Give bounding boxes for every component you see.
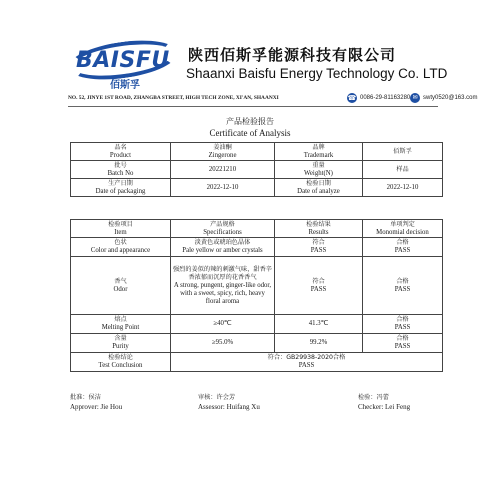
col-header-decision: 单项判定 Monomial decision	[363, 220, 443, 238]
trademark-label: 品牌 Trademark	[275, 143, 363, 161]
assessor-signature: 审核：许会芳 Assessor: Huifang Xu	[198, 394, 260, 411]
spec-cell: ≥95.0%	[171, 334, 275, 353]
company-phone: 0086-29-81163280	[360, 95, 411, 101]
decision-cell: 合格 PASS	[363, 238, 443, 257]
conclusion-row	[71, 353, 443, 372]
approver-signature: 批准：侯洁 Approver: Jie Hou	[70, 394, 123, 411]
item-cell: 含量 Purity	[71, 334, 171, 353]
decision-cell: 合格 PASS	[363, 257, 443, 315]
batch-label: 批号 Batch No	[71, 161, 171, 179]
table-header-row	[71, 220, 443, 238]
table-row	[71, 179, 443, 197]
logo-text: BAISFU	[76, 48, 170, 73]
product-label: 品名 Product	[71, 143, 171, 161]
company-name-en: Shaanxi Baisfu Energy Technology Co. LTD	[186, 66, 448, 81]
analyze-date-label: 检验日期 Date of analyze	[275, 179, 363, 197]
decision-cell: 合格 PASS	[363, 334, 443, 353]
item-cell: 香气 Odor	[71, 257, 171, 315]
result-cell: 41.3℃	[275, 315, 363, 334]
packaging-date-label: 生产日期 Date of packaging	[71, 179, 171, 197]
table-row	[71, 334, 443, 353]
checker-signature: 检验：冯蕾 Checker: Lei Feng	[358, 394, 411, 411]
result-cell: 符合 PASS	[275, 238, 363, 257]
col-header-results: 检验结果 Results	[275, 220, 363, 238]
mail-icon: ✉	[410, 93, 420, 103]
company-email: swty0520@163.com	[423, 95, 478, 101]
result-cell: 99.2%	[275, 334, 363, 353]
weight-label: 重量 Weight(N)	[275, 161, 363, 179]
item-cell: 熔点 Melting Point	[71, 315, 171, 334]
analyze-date-value: 2022-12-10	[363, 179, 443, 197]
contact-row	[68, 92, 478, 104]
logo-subtext: 佰斯孚	[110, 80, 140, 91]
product-info-table	[70, 142, 443, 197]
table-row	[71, 315, 443, 334]
col-header-specifications: 产品规格 Specifications	[171, 220, 275, 238]
table-row	[71, 238, 443, 257]
company-logo	[68, 34, 178, 90]
product-value: 姜油酮 Zingerone	[171, 143, 275, 161]
item-cell: 色状 Color and appearance	[71, 238, 171, 257]
spec-cell: 强烈的姜似的辣的刺激气味，甜香辛香浓郁而沉厚的花香香气 A strong, pungent, ginger-like odor, with a sweet, spicy, rich, heavy floral aroma	[171, 257, 275, 315]
table-row	[71, 143, 443, 161]
weight-value: 样品	[363, 161, 443, 179]
trademark-value: 佰斯孚	[363, 143, 443, 161]
report-title-en: Certificate of Analysis	[209, 128, 291, 138]
result-cell: 符合 PASS	[275, 257, 363, 315]
phone-icon: ☎	[347, 94, 357, 102]
table-row	[71, 161, 443, 179]
header-divider	[68, 106, 438, 107]
col-header-item: 检验项目 Item	[71, 220, 171, 238]
conclusion-label: 检验结论 Test Conclusion	[71, 353, 171, 372]
packaging-date-value: 2022-12-10	[171, 179, 275, 197]
table-row	[71, 257, 443, 315]
company-address: NO. 52, JINYE 1ST ROAD, ZHANGBA STREET, HIGH TECH ZONE, XI'AN, SHAANXI	[68, 95, 279, 101]
company-name-cn: 陕西佰斯孚能源科技有限公司	[188, 46, 397, 64]
spec-cell: 淡黄色或琥珀色晶体 Pale yellow or amber crystals	[171, 238, 275, 257]
report-title-cn: 产品检验报告	[226, 117, 274, 126]
spec-cell: ≥40℃	[171, 315, 275, 334]
test-results-table	[70, 219, 443, 372]
decision-cell: 合格 PASS	[363, 315, 443, 334]
batch-value: 20221210	[171, 161, 275, 179]
letterhead	[0, 0, 500, 100]
conclusion-value: 符合：GB29938-2020合格 PASS	[171, 353, 443, 372]
